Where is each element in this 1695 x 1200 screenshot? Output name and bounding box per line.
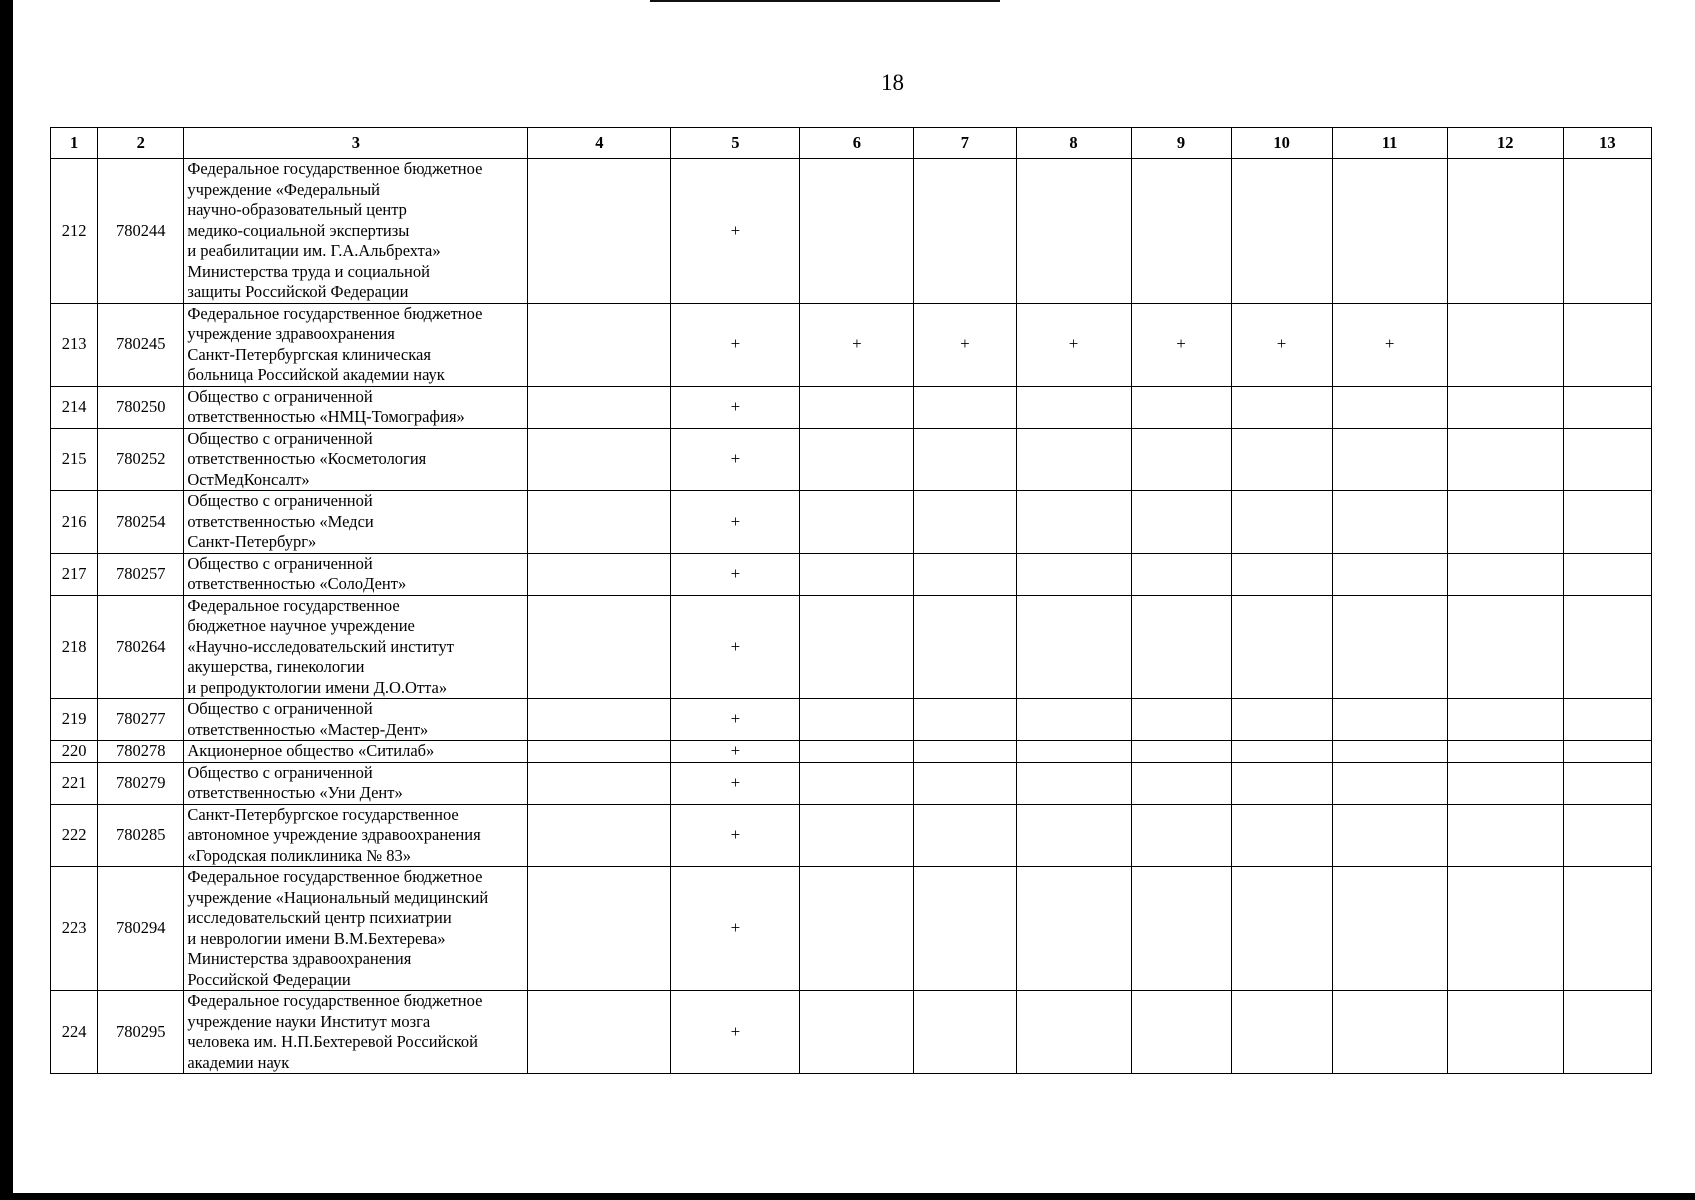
column-header: 4 — [528, 128, 671, 159]
organization-name-line: Санкт-Петербургская клиническая — [187, 344, 431, 364]
mark-cell: + — [671, 159, 800, 304]
mark-cell — [1231, 804, 1332, 867]
mark-cell — [1231, 386, 1332, 428]
mark-cell — [1563, 741, 1651, 763]
mark-cell — [800, 804, 914, 867]
table-row — [51, 595, 1652, 699]
mark-cell: + — [671, 991, 800, 1074]
mark-cell — [1332, 159, 1447, 304]
organization-name-line: ОстМедКонсалт» — [187, 469, 310, 489]
table-row — [51, 491, 1652, 554]
mark-cell — [914, 699, 1016, 741]
column-header: 8 — [1016, 128, 1131, 159]
organization-name-line: бюджетное научное учреждение — [187, 616, 415, 635]
table-row — [51, 741, 1652, 763]
mark-cell — [914, 553, 1016, 595]
mark-cell — [800, 699, 914, 741]
mark-cell: + — [1016, 303, 1131, 386]
mark-cell — [800, 428, 914, 491]
organization-name-line: ответственностью «Уни Дент» — [187, 783, 403, 802]
mark-cell — [1447, 699, 1563, 741]
mark-cell — [1016, 159, 1131, 304]
mark-cell — [1447, 804, 1563, 867]
organization-name-line: автономное учреждение здравоохранения — [187, 825, 481, 844]
mark-cell — [1563, 159, 1651, 304]
scan-edge-left — [0, 0, 13, 1200]
organization-name-line: акушерства, гинекологии — [187, 657, 365, 676]
mark-cell: + — [671, 428, 800, 491]
row-number: 216 — [51, 491, 98, 554]
column-header: 13 — [1563, 128, 1651, 159]
mark-cell — [1231, 491, 1332, 554]
table-row — [51, 991, 1652, 1074]
organization-name-line: учреждение здравоохранения — [187, 324, 395, 343]
mark-cell — [528, 428, 671, 491]
mark-cell — [1016, 762, 1131, 804]
mark-cell — [1016, 991, 1131, 1074]
organization-name-line: больница Российской академии наук — [187, 365, 445, 384]
organization-code: 780244 — [98, 159, 184, 304]
organization-name-line: Акционерное общество «Ситилаб» — [187, 741, 435, 760]
mark-cell — [1131, 762, 1231, 804]
mark-cell: + — [1231, 303, 1332, 386]
mark-cell — [914, 991, 1016, 1074]
mark-cell — [1016, 386, 1131, 428]
table-row — [51, 804, 1652, 867]
mark-cell — [1332, 991, 1447, 1074]
organization-code: 780257 — [98, 553, 184, 595]
mark-cell: + — [914, 303, 1016, 386]
organization-name — [184, 386, 528, 428]
mark-cell — [1563, 804, 1651, 867]
mark-cell — [1131, 867, 1231, 991]
table-row — [51, 159, 1652, 304]
row-number: 212 — [51, 159, 98, 304]
mark-cell — [1131, 553, 1231, 595]
table-row — [51, 553, 1652, 595]
mark-cell: + — [671, 804, 800, 867]
mark-cell — [528, 762, 671, 804]
organization-name-line: Общество с ограниченной — [187, 491, 373, 510]
row-number: 220 — [51, 741, 98, 763]
organization-code: 780254 — [98, 491, 184, 554]
mark-cell — [1447, 762, 1563, 804]
mark-cell — [1563, 386, 1651, 428]
organization-name — [184, 762, 528, 804]
mark-cell — [1447, 595, 1563, 699]
organization-name-line: ответственностью «НМЦ-Томография» — [187, 407, 465, 426]
mark-cell: + — [1131, 303, 1231, 386]
mark-cell: + — [671, 386, 800, 428]
mark-cell — [800, 595, 914, 699]
mark-cell: + — [1332, 303, 1447, 386]
mark-cell — [914, 386, 1016, 428]
mark-cell — [1231, 741, 1332, 763]
mark-cell: + — [671, 595, 800, 699]
organization-name-line: учреждение науки Институт мозга — [187, 1011, 431, 1031]
column-header: 12 — [1447, 128, 1563, 159]
mark-cell — [1016, 699, 1131, 741]
mark-cell — [800, 867, 914, 991]
mark-cell — [528, 991, 671, 1074]
mark-cell — [528, 741, 671, 763]
mark-cell — [914, 741, 1016, 763]
row-number: 214 — [51, 386, 98, 428]
mark-cell: + — [671, 553, 800, 595]
organization-name — [184, 699, 528, 741]
table-row — [51, 699, 1652, 741]
organization-code: 780295 — [98, 991, 184, 1074]
mark-cell — [914, 159, 1016, 304]
organization-name-line: Федеральное государственное бюджетное — [187, 867, 483, 886]
mark-cell — [1016, 553, 1131, 595]
mark-cell — [1231, 867, 1332, 991]
organization-name-line: и неврологии имени В.М.Бехтерева» — [187, 928, 446, 948]
organization-code: 780250 — [98, 386, 184, 428]
mark-cell — [1016, 491, 1131, 554]
organization-name-line: медико-социальной экспертизы — [187, 220, 410, 240]
row-number: 221 — [51, 762, 98, 804]
mark-cell: + — [671, 741, 800, 763]
column-header: 1 — [51, 128, 98, 159]
mark-cell — [914, 595, 1016, 699]
mark-cell: + — [800, 303, 914, 386]
mark-cell — [800, 491, 914, 554]
mark-cell — [1131, 595, 1231, 699]
row-number: 218 — [51, 595, 98, 699]
mark-cell: + — [671, 491, 800, 554]
table-row — [51, 303, 1652, 386]
header-row — [51, 128, 1652, 159]
organization-name-line: человека им. Н.П.Бехтеревой Российской — [187, 1032, 478, 1051]
organization-name-line: «Научно-исследовательский институт — [187, 636, 454, 656]
mark-cell — [1447, 867, 1563, 991]
row-number: 215 — [51, 428, 98, 491]
organization-code: 780264 — [98, 595, 184, 699]
mark-cell — [1332, 699, 1447, 741]
organization-name-line: ответственностью «Косметология — [187, 449, 427, 468]
mark-cell — [1563, 553, 1651, 595]
organization-code: 780277 — [98, 699, 184, 741]
scan-edge-top — [650, 0, 1000, 2]
registry-table — [50, 127, 1652, 1074]
organization-name-line: Общество с ограниченной — [187, 428, 373, 448]
mark-cell — [1332, 867, 1447, 991]
mark-cell: + — [671, 762, 800, 804]
mark-cell — [1447, 428, 1563, 491]
row-number: 224 — [51, 991, 98, 1074]
organization-code: 780279 — [98, 762, 184, 804]
mark-cell — [800, 991, 914, 1074]
mark-cell — [1332, 741, 1447, 763]
mark-cell — [1447, 303, 1563, 386]
mark-cell — [800, 741, 914, 763]
organization-name-line: Федеральное государственное бюджетное — [187, 991, 483, 1010]
mark-cell — [1131, 159, 1231, 304]
organization-name — [184, 428, 528, 491]
mark-cell — [1131, 804, 1231, 867]
organization-code: 780278 — [98, 741, 184, 763]
mark-cell — [1131, 991, 1231, 1074]
organization-name-line: учреждение «Федеральный — [187, 179, 380, 199]
mark-cell — [1563, 699, 1651, 741]
mark-cell — [528, 595, 671, 699]
organization-name-line: и реабилитации им. Г.А.Альбрехта» — [187, 241, 441, 260]
mark-cell — [914, 762, 1016, 804]
mark-cell — [1231, 991, 1332, 1074]
organization-name-line: Федеральное государственное — [187, 595, 400, 615]
mark-cell — [1563, 428, 1651, 491]
organization-name-line: учреждение «Национальный медицинский — [187, 887, 489, 907]
organization-name-line: защиты Российской Федерации — [187, 282, 409, 301]
mark-cell — [1231, 762, 1332, 804]
organization-name — [184, 303, 528, 386]
organization-name-line: Федеральное государственное бюджетное — [187, 159, 483, 178]
column-header: 11 — [1332, 128, 1447, 159]
mark-cell — [914, 867, 1016, 991]
scan-edge-bottom — [0, 1193, 1695, 1200]
mark-cell — [1563, 303, 1651, 386]
mark-cell — [528, 867, 671, 991]
organization-name-line: ответственностью «Медси — [187, 511, 374, 531]
organization-name — [184, 867, 528, 991]
mark-cell: + — [671, 699, 800, 741]
organization-name — [184, 159, 528, 304]
organization-name-line: ответственностью «Мастер-Дент» — [187, 719, 429, 739]
mark-cell — [528, 491, 671, 554]
mark-cell: + — [671, 867, 800, 991]
table-row — [51, 762, 1652, 804]
organization-name-line: Министерства труда и социальной — [187, 261, 430, 281]
organization-name-line: Санкт-Петербург» — [187, 532, 317, 551]
mark-cell — [914, 491, 1016, 554]
organization-name-line: академии наук — [187, 1052, 290, 1072]
mark-cell — [528, 159, 671, 304]
mark-cell — [1131, 491, 1231, 554]
organization-name — [184, 741, 528, 763]
organization-code: 780294 — [98, 867, 184, 991]
organization-name-line: Общество с ограниченной — [187, 553, 373, 573]
mark-cell — [1447, 991, 1563, 1074]
organization-name — [184, 804, 528, 867]
organization-name-line: Общество с ограниченной — [187, 699, 373, 718]
mark-cell — [1332, 428, 1447, 491]
mark-cell — [1231, 159, 1332, 304]
mark-cell — [1016, 428, 1131, 491]
organization-name-line: и репродуктологии имени Д.О.Отта» — [187, 677, 448, 697]
mark-cell — [800, 553, 914, 595]
mark-cell — [1131, 699, 1231, 741]
organization-name-line: Федеральное государственное бюджетное — [187, 303, 483, 323]
mark-cell — [1016, 804, 1131, 867]
mark-cell — [1447, 741, 1563, 763]
mark-cell — [1332, 386, 1447, 428]
mark-cell — [1563, 867, 1651, 991]
organization-name-line: Министерства здравоохранения — [187, 949, 412, 968]
mark-cell — [1231, 553, 1332, 595]
mark-cell — [1447, 386, 1563, 428]
mark-cell — [1563, 991, 1651, 1074]
mark-cell — [1332, 553, 1447, 595]
row-number: 213 — [51, 303, 98, 386]
row-number: 219 — [51, 699, 98, 741]
mark-cell: + — [671, 303, 800, 386]
mark-cell — [800, 386, 914, 428]
organization-code: 780252 — [98, 428, 184, 491]
row-number: 217 — [51, 553, 98, 595]
mark-cell — [800, 762, 914, 804]
mark-cell — [914, 428, 1016, 491]
mark-cell — [1016, 595, 1131, 699]
mark-cell — [528, 386, 671, 428]
mark-cell — [1231, 428, 1332, 491]
organization-code: 780245 — [98, 303, 184, 386]
table-row — [51, 386, 1652, 428]
mark-cell — [1332, 804, 1447, 867]
table-body — [51, 159, 1652, 1074]
column-header: 6 — [800, 128, 914, 159]
organization-name — [184, 595, 528, 699]
mark-cell — [528, 553, 671, 595]
mark-cell — [1563, 595, 1651, 699]
column-header: 5 — [671, 128, 800, 159]
mark-cell — [1016, 741, 1131, 763]
mark-cell — [1131, 428, 1231, 491]
column-header: 2 — [98, 128, 184, 159]
column-header: 10 — [1231, 128, 1332, 159]
mark-cell — [1563, 762, 1651, 804]
page-number: 18 — [881, 70, 904, 95]
organization-name-line: Общество с ограниченной — [187, 762, 373, 782]
organization-name-line: «Городская поликлиника № 83» — [187, 845, 411, 865]
row-number: 223 — [51, 867, 98, 991]
mark-cell — [528, 699, 671, 741]
mark-cell — [1231, 595, 1332, 699]
mark-cell — [800, 159, 914, 304]
organization-name-line: ответственностью «СолоДент» — [187, 574, 407, 593]
table-row — [51, 428, 1652, 491]
mark-cell — [1231, 699, 1332, 741]
mark-cell — [1447, 491, 1563, 554]
organization-name-line: исследовательский центр психиатрии — [187, 908, 452, 927]
mark-cell — [1016, 867, 1131, 991]
organization-name-line: научно-образовательный центр — [187, 200, 407, 219]
mark-cell — [1131, 741, 1231, 763]
organization-name-line: Санкт-Петербургское государственное — [187, 804, 459, 824]
organization-name — [184, 491, 528, 554]
mark-cell — [1447, 159, 1563, 304]
row-number: 222 — [51, 804, 98, 867]
organization-code: 780285 — [98, 804, 184, 867]
organization-name — [184, 553, 528, 595]
organization-name-line: Российской Федерации — [187, 969, 351, 989]
mark-cell — [528, 303, 671, 386]
organization-name — [184, 991, 528, 1074]
mark-cell — [1131, 386, 1231, 428]
column-header: 3 — [184, 128, 528, 159]
mark-cell — [914, 804, 1016, 867]
mark-cell — [1332, 595, 1447, 699]
column-header: 7 — [914, 128, 1016, 159]
column-header: 9 — [1131, 128, 1231, 159]
organization-name-line: Общество с ограниченной — [187, 386, 373, 406]
mark-cell — [1563, 491, 1651, 554]
table-row — [51, 867, 1652, 991]
mark-cell — [1332, 491, 1447, 554]
mark-cell — [1332, 762, 1447, 804]
mark-cell — [528, 804, 671, 867]
mark-cell — [1447, 553, 1563, 595]
